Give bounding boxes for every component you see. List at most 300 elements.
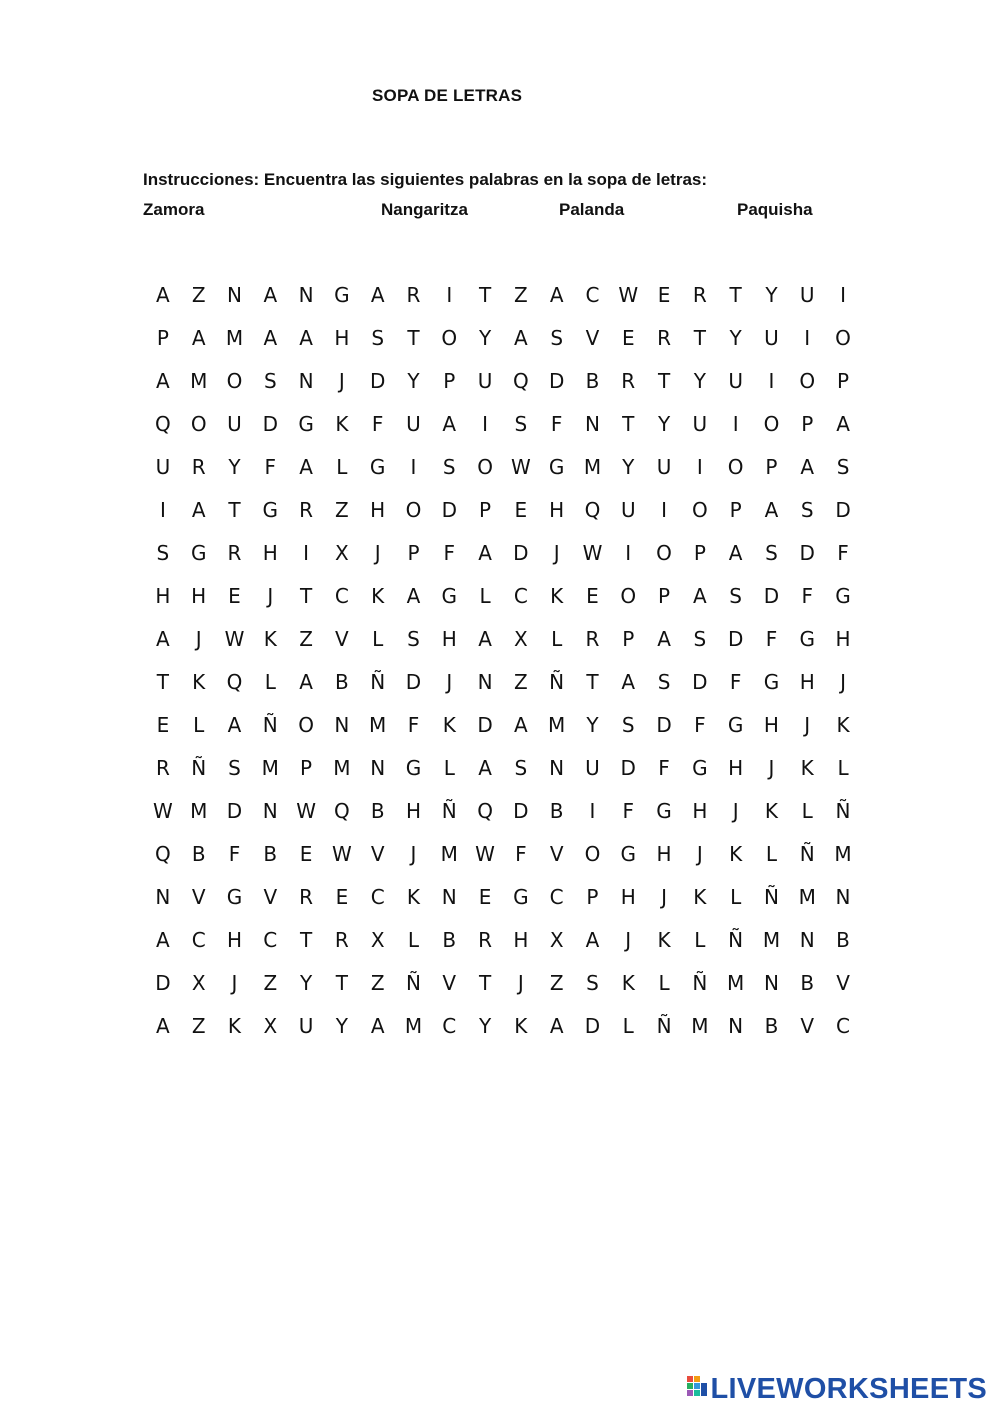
grid-cell[interactable]: O [799,368,816,393]
grid-cell[interactable]: A [764,497,779,522]
grid-cell[interactable]: I [840,282,846,307]
grid-cell[interactable]: Z [263,970,278,995]
grid-cell[interactable]: N [441,884,457,909]
grid-cell[interactable]: G [620,841,636,866]
grid-cell[interactable]: X [263,1013,278,1038]
grid-cell[interactable]: I [303,540,310,565]
grid-cell[interactable]: F [407,712,420,737]
grid-cell[interactable]: W [331,841,352,866]
grid-cell[interactable]: L [372,626,384,651]
grid-cell[interactable]: A [156,1013,170,1038]
grid-cell[interactable]: O [584,841,601,866]
grid-cell[interactable]: L [407,927,420,952]
grid-cell[interactable]: A [191,497,206,522]
grid-cell[interactable]: G [405,755,422,780]
grid-cell[interactable]: Y [657,411,671,436]
grid-cell[interactable]: I [589,798,596,823]
grid-cell[interactable]: H [226,927,243,952]
grid-cell[interactable]: H [334,325,350,350]
grid-cell[interactable]: R [692,282,707,307]
grid-cell[interactable]: J [517,970,524,995]
grid-cell[interactable]: A [478,626,492,651]
grid-cell[interactable]: F [550,411,563,436]
grid-cell[interactable]: R [299,497,314,522]
grid-cell[interactable]: P [156,325,169,350]
grid-cell[interactable]: P [479,497,492,522]
grid-cell[interactable]: Z [514,282,528,307]
grid-cell[interactable]: D [477,712,493,737]
grid-cell[interactable]: N [763,970,779,995]
grid-cell[interactable]: A [514,712,528,737]
grid-cell[interactable]: M [798,884,816,909]
grid-cell[interactable]: Ñ [799,841,815,866]
grid-cell[interactable]: F [837,540,849,565]
grid-cell[interactable]: M [261,755,279,780]
grid-cell[interactable]: S [407,626,420,651]
grid-cell[interactable]: S [693,626,707,651]
grid-cell[interactable]: A [836,411,850,436]
grid-cell[interactable]: D [835,497,851,522]
grid-cell[interactable]: H [763,712,779,737]
grid-cell[interactable]: S [586,970,599,995]
grid-cell[interactable]: T [156,669,169,694]
grid-cell[interactable]: Ñ [262,712,278,737]
grid-cell[interactable]: W [618,282,639,307]
grid-cell[interactable]: S [621,712,635,737]
grid-cell[interactable]: U [155,454,171,479]
grid-cell[interactable]: R [155,755,170,780]
grid-cell[interactable]: A [299,669,313,694]
grid-cell[interactable]: J [840,669,846,694]
grid-cell[interactable]: J [231,970,238,995]
grid-cell[interactable]: Y [335,1013,348,1038]
grid-cell[interactable]: O [226,368,243,393]
grid-cell[interactable]: C [334,583,349,608]
grid-cell[interactable]: H [262,540,278,565]
grid-cell[interactable]: E [621,325,635,350]
grid-cell[interactable]: R [334,927,349,952]
grid-cell[interactable]: I [696,454,703,479]
grid-cell[interactable]: S [263,368,277,393]
grid-cell[interactable]: L [694,927,706,952]
grid-cell[interactable]: R [657,325,671,350]
grid-cell[interactable]: M [440,841,458,866]
grid-cell[interactable]: U [227,411,242,436]
grid-cell[interactable]: W [153,798,173,823]
grid-cell[interactable]: I [661,497,667,522]
grid-cell[interactable]: A [191,325,206,350]
grid-cell[interactable]: I [159,497,166,522]
grid-cell[interactable]: H [513,927,529,952]
grid-cell[interactable]: N [584,411,600,436]
grid-cell[interactable]: A [156,368,170,393]
grid-cell[interactable]: I [804,325,811,350]
grid-cell[interactable]: I [410,454,417,479]
grid-cell[interactable]: G [513,884,529,909]
grid-cell[interactable]: J [195,626,202,651]
grid-cell[interactable]: J [267,583,274,608]
grid-cell[interactable]: O [763,411,780,436]
grid-cell[interactable]: O [190,411,207,436]
grid-cell[interactable]: D [799,540,815,565]
grid-cell[interactable]: H [191,583,207,608]
grid-cell[interactable]: H [620,884,636,909]
grid-cell[interactable]: R [227,540,242,565]
grid-cell[interactable]: J [804,712,811,737]
grid-cell[interactable]: Q [584,497,601,522]
grid-cell[interactable]: W [475,841,495,866]
grid-cell[interactable]: J [338,368,345,393]
grid-cell[interactable]: Z [514,669,528,694]
grid-cell[interactable]: R [585,626,600,651]
grid-cell[interactable]: U [656,454,672,479]
grid-cell[interactable]: S [657,669,671,694]
grid-cell[interactable]: L [193,712,205,737]
grid-cell[interactable]: C [191,927,206,952]
grid-cell[interactable]: K [836,712,850,737]
grid-cell[interactable]: K [263,626,277,651]
grid-cell[interactable]: B [585,368,600,393]
grid-cell[interactable]: B [800,970,815,995]
grid-cell[interactable]: M [190,798,208,823]
grid-cell[interactable]: D [441,497,457,522]
grid-cell[interactable]: K [550,583,564,608]
grid-cell[interactable]: Y [586,712,599,737]
grid-cell[interactable]: H [441,626,457,651]
grid-cell[interactable]: S [514,755,528,780]
grid-cell[interactable]: F [694,712,706,737]
grid-cell[interactable]: D [763,583,780,608]
grid-cell[interactable]: N [728,1013,744,1038]
grid-cell[interactable]: D [155,970,171,995]
grid-cell[interactable]: V [370,841,385,866]
grid-cell[interactable]: N [298,368,314,393]
grid-cell[interactable]: A [657,626,671,651]
grid-cell[interactable]: N [227,282,242,307]
grid-cell[interactable]: B [263,841,278,866]
grid-cell[interactable]: Ñ [191,755,207,780]
grid-cell[interactable]: I [625,540,632,565]
grid-cell[interactable]: G [334,282,350,307]
grid-cell[interactable]: E [335,884,349,909]
grid-cell[interactable]: K [442,712,456,737]
grid-cell[interactable]: O [620,583,637,608]
grid-cell[interactable]: A [263,282,278,307]
grid-cell[interactable]: X [191,970,206,995]
grid-cell[interactable]: C [549,884,564,909]
grid-cell[interactable]: T [228,497,241,522]
grid-cell[interactable]: Ñ [549,669,565,694]
grid-cell[interactable]: M [727,970,745,995]
grid-cell[interactable]: K [514,1013,528,1038]
grid-cell[interactable]: N [799,927,815,952]
grid-cell[interactable]: T [693,325,706,350]
grid-cell[interactable]: F [264,454,277,479]
grid-cell[interactable]: P [407,540,420,565]
grid-cell[interactable]: O [691,497,708,522]
grid-cell[interactable]: Q [226,669,243,694]
grid-cell[interactable]: G [799,626,815,651]
grid-cell[interactable]: H [405,798,421,823]
grid-cell[interactable]: Q [155,841,171,866]
grid-cell[interactable]: A [406,583,421,608]
grid-cell[interactable]: D [513,540,529,565]
grid-cell[interactable]: L [443,755,455,780]
grid-cell[interactable]: I [768,368,775,393]
grid-cell[interactable]: D [620,755,636,780]
grid-cell[interactable]: P [443,368,456,393]
grid-cell[interactable]: T [299,927,313,952]
grid-cell[interactable]: A [478,540,492,565]
grid-cell[interactable]: L [765,841,778,866]
grid-cell[interactable]: G [763,669,780,694]
grid-cell[interactable]: H [799,669,815,694]
grid-cell[interactable]: Y [299,970,313,995]
grid-cell[interactable]: S [228,755,241,780]
grid-cell[interactable]: C [370,884,385,909]
grid-cell[interactable]: K [192,669,206,694]
grid-cell[interactable]: J [553,540,560,565]
grid-cell[interactable]: S [371,325,385,350]
grid-cell[interactable]: K [657,927,671,952]
grid-cell[interactable]: P [837,368,850,393]
grid-cell[interactable]: Z [191,282,206,307]
grid-cell[interactable]: A [299,454,313,479]
grid-cell[interactable]: B [549,798,564,823]
grid-cell[interactable]: H [370,497,386,522]
grid-cell[interactable]: S [765,540,778,565]
grid-cell[interactable]: S [729,583,742,608]
grid-cell[interactable]: J [625,927,632,952]
grid-cell[interactable]: L [264,669,276,694]
grid-cell[interactable]: N [262,798,278,823]
grid-cell[interactable]: K [693,884,707,909]
grid-cell[interactable]: B [191,841,206,866]
grid-cell[interactable]: P [801,411,814,436]
grid-cell[interactable]: D [656,712,672,737]
grid-cell[interactable]: B [442,927,457,952]
grid-cell[interactable]: G [727,712,744,737]
grid-cell[interactable]: A [299,325,313,350]
grid-cell[interactable]: O [441,325,458,350]
grid-cell[interactable]: D [513,798,529,823]
grid-cell[interactable]: K [406,884,421,909]
grid-cell[interactable]: L [658,970,670,995]
grid-cell[interactable]: A [156,927,170,952]
grid-cell[interactable]: M [834,841,852,866]
grid-cell[interactable]: V [836,970,850,995]
grid-cell[interactable]: U [620,497,636,522]
grid-cell[interactable]: F [801,583,813,608]
grid-cell[interactable]: W [510,454,531,479]
grid-cell[interactable]: U [585,755,600,780]
grid-cell[interactable]: R [478,927,493,952]
grid-cell[interactable]: X [335,540,349,565]
grid-cell[interactable]: K [800,755,814,780]
grid-cell[interactable]: H [549,497,565,522]
grid-cell[interactable]: Ñ [835,798,851,823]
grid-cell[interactable]: V [191,884,206,909]
grid-cell[interactable]: S [836,454,850,479]
grid-cell[interactable]: B [836,927,850,952]
grid-cell[interactable]: A [549,282,564,307]
grid-cell[interactable]: Z [370,970,385,995]
grid-cell[interactable]: R [191,454,206,479]
grid-cell[interactable]: N [835,884,851,909]
grid-cell[interactable]: Ñ [656,1013,672,1038]
grid-cell[interactable]: E [586,583,599,608]
grid-cell[interactable]: B [764,1013,779,1038]
grid-cell[interactable]: K [335,411,349,436]
grid-cell[interactable]: J [732,798,739,823]
grid-cell[interactable]: A [370,282,385,307]
grid-cell[interactable]: C [263,927,278,952]
grid-cell[interactable]: M [762,927,781,952]
grid-cell[interactable]: P [658,583,671,608]
grid-cell[interactable]: T [407,325,420,350]
grid-cell[interactable]: H [692,798,708,823]
grid-cell[interactable]: D [584,1013,601,1038]
grid-cell[interactable]: X [549,927,564,952]
grid-cell[interactable]: A [156,626,170,651]
grid-cell[interactable]: M [691,1013,709,1038]
grid-cell[interactable]: G [226,884,243,909]
grid-cell[interactable]: E [478,884,492,909]
grid-cell[interactable]: U [799,282,815,307]
grid-cell[interactable]: B [370,798,385,823]
grid-cell[interactable]: Q [477,798,493,823]
grid-cell[interactable]: Y [407,368,420,393]
grid-cell[interactable]: T [622,411,635,436]
grid-cell[interactable]: P [586,884,599,909]
grid-cell[interactable]: H [835,626,851,651]
grid-cell[interactable]: C [513,583,528,608]
grid-cell[interactable]: F [658,755,670,780]
grid-cell[interactable]: E [657,282,671,307]
grid-cell[interactable]: F [228,841,241,866]
grid-cell[interactable]: P [622,626,635,651]
grid-cell[interactable]: Y [622,454,635,479]
grid-cell[interactable]: L [730,884,742,909]
grid-cell[interactable]: V [585,325,600,350]
grid-cell[interactable]: E [299,841,313,866]
grid-cell[interactable]: A [621,669,636,694]
grid-cell[interactable]: H [155,583,171,608]
grid-cell[interactable]: P [300,755,313,780]
grid-cell[interactable]: D [727,626,744,651]
grid-cell[interactable]: I [732,411,739,436]
grid-cell[interactable]: P [765,454,778,479]
grid-cell[interactable]: D [405,669,422,694]
grid-cell[interactable]: Z [335,497,349,522]
grid-cell[interactable]: Q [512,368,529,393]
grid-cell[interactable]: T [729,282,742,307]
grid-cell[interactable]: N [155,884,171,909]
grid-cell[interactable]: D [262,411,278,436]
grid-cell[interactable]: G [548,454,565,479]
grid-cell[interactable]: M [225,325,244,350]
grid-cell[interactable]: K [764,798,778,823]
grid-cell[interactable]: L [801,798,813,823]
grid-cell[interactable]: D [548,368,565,393]
grid-cell[interactable]: T [586,669,599,694]
grid-cell[interactable]: D [692,669,708,694]
grid-cell[interactable]: F [729,669,742,694]
grid-cell[interactable]: G [441,583,458,608]
grid-cell[interactable]: V [549,841,564,866]
grid-cell[interactable]: N [334,712,350,737]
grid-cell[interactable]: Ñ [441,798,457,823]
grid-cell[interactable]: G [369,454,386,479]
grid-cell[interactable]: G [262,497,279,522]
grid-cell[interactable]: T [478,282,492,307]
grid-cell[interactable]: B [335,669,349,694]
grid-cell[interactable]: Q [155,411,171,436]
grid-cell[interactable]: M [548,712,566,737]
grid-cell[interactable]: R [406,282,421,307]
grid-cell[interactable]: X [514,626,528,651]
grid-cell[interactable]: A [728,540,743,565]
grid-cell[interactable]: K [621,970,635,995]
grid-cell[interactable]: M [369,712,387,737]
grid-cell[interactable]: C [836,1013,851,1038]
grid-cell[interactable]: G [656,798,672,823]
grid-cell[interactable]: G [835,583,851,608]
grid-cell[interactable]: V [263,884,278,909]
grid-cell[interactable]: J [696,841,703,866]
grid-cell[interactable]: V [442,970,457,995]
grid-cell[interactable]: N [370,755,386,780]
grid-cell[interactable]: L [479,583,491,608]
grid-cell[interactable]: A [549,1013,564,1038]
grid-cell[interactable]: G [298,411,314,436]
grid-cell[interactable]: Z [299,626,313,651]
grid-cell[interactable]: F [622,798,635,823]
grid-cell[interactable]: F [765,626,778,651]
grid-cell[interactable]: S [442,454,456,479]
grid-cell[interactable]: K [371,583,385,608]
grid-cell[interactable]: U [477,368,493,393]
grid-cell[interactable]: T [657,368,671,393]
grid-cell[interactable]: U [298,1013,314,1038]
grid-cell[interactable]: Q [334,798,350,823]
grid-cell[interactable]: Y [693,368,706,393]
grid-cell[interactable]: A [800,454,815,479]
grid-cell[interactable]: J [661,884,667,909]
grid-cell[interactable]: M [333,755,351,780]
grid-cell[interactable]: J [446,669,453,694]
grid-cell[interactable]: S [514,411,528,436]
grid-cell[interactable]: F [443,540,456,565]
grid-cell[interactable]: Ñ [728,927,744,952]
grid-cell[interactable]: D [226,798,243,823]
grid-cell[interactable]: J [410,841,417,866]
grid-cell[interactable]: N [549,755,565,780]
grid-cell[interactable]: O [298,712,314,737]
grid-cell[interactable]: F [515,841,527,866]
grid-cell[interactable]: I [482,411,489,436]
grid-cell[interactable]: Y [478,325,492,350]
grid-cell[interactable]: M [190,368,208,393]
grid-cell[interactable]: N [298,282,314,307]
grid-cell[interactable]: Ñ [763,884,779,909]
grid-cell[interactable]: A [693,583,707,608]
grid-cell[interactable]: C [585,282,600,307]
grid-cell[interactable]: L [622,1013,634,1038]
grid-cell[interactable]: G [692,755,708,780]
grid-cell[interactable]: R [621,368,636,393]
grid-cell[interactable]: E [156,712,170,737]
